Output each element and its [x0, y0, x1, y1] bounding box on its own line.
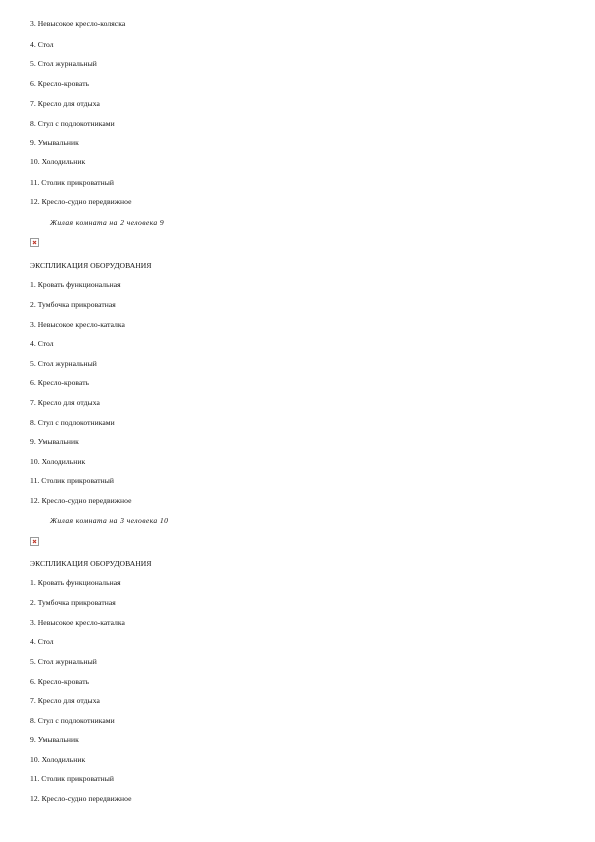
- list-item: 12. Кресло-судно передвижное: [30, 197, 132, 206]
- list-item: 7. Кресло для отдыха: [30, 99, 100, 108]
- list-item: 5. Стол журнальный: [30, 359, 97, 368]
- list-item: 3. Невысокое кресло-коляска: [30, 19, 126, 28]
- list-item: 11. Столик прикроватный: [30, 476, 114, 485]
- list-item: 11. Столик прикроватный: [30, 178, 114, 187]
- list-item: 9. Умывальник: [30, 138, 79, 147]
- list-item: 3. Невысокое кресло-каталка: [30, 320, 125, 329]
- list-item: 10. Холодильник: [30, 157, 86, 166]
- list-item: 4. Стол: [30, 637, 54, 646]
- list-item: 4. Стол: [30, 40, 54, 49]
- list-item: 7. Кресло для отдыха: [30, 696, 100, 705]
- figure-caption: Жилая комната на 2 человека 9: [50, 218, 165, 227]
- list-item: 10. Холодильник: [30, 457, 86, 466]
- list-item: 11. Столик прикроватный: [30, 774, 114, 783]
- list-item: 8. Стул с подлокотниками: [30, 418, 115, 427]
- list-item: 3. Невысокое кресло-каталка: [30, 618, 125, 627]
- list-item: 2. Тумбочка прикроватная: [30, 598, 116, 607]
- list-item: 8. Стул с подлокотниками: [30, 119, 115, 128]
- list-item: 7. Кресло для отдыха: [30, 398, 100, 407]
- list-item: 1. Кровать функциональная: [30, 578, 121, 587]
- broken-image-icon: [30, 537, 39, 546]
- list-item: 10. Холодильник: [30, 755, 86, 764]
- list-item: 6. Кресло-кровать: [30, 378, 90, 387]
- list-item: 12. Кресло-судно передвижное: [30, 794, 132, 803]
- list-item: 6. Кресло-кровать: [30, 79, 90, 88]
- list-item: 5. Стол журнальный: [30, 59, 97, 68]
- section-heading: ЭКСПЛИКАЦИЯ ОБОРУДОВАНИЯ: [30, 261, 152, 270]
- list-item: 12. Кресло-судно передвижное: [30, 496, 132, 505]
- broken-image-icon: [30, 238, 39, 247]
- figure-caption: Жилая комната на 3 человека 10: [50, 516, 169, 525]
- list-item: 1. Кровать функциональная: [30, 280, 121, 289]
- section-heading: ЭКСПЛИКАЦИЯ ОБОРУДОВАНИЯ: [30, 559, 152, 568]
- list-item: 6. Кресло-кровать: [30, 677, 90, 686]
- list-item: 9. Умывальник: [30, 735, 79, 744]
- list-item: 2. Тумбочка прикроватная: [30, 300, 116, 309]
- list-item: 8. Стул с подлокотниками: [30, 716, 115, 725]
- list-item: 4. Стол: [30, 339, 54, 348]
- list-item: 5. Стол журнальный: [30, 657, 97, 666]
- list-item: 9. Умывальник: [30, 437, 79, 446]
